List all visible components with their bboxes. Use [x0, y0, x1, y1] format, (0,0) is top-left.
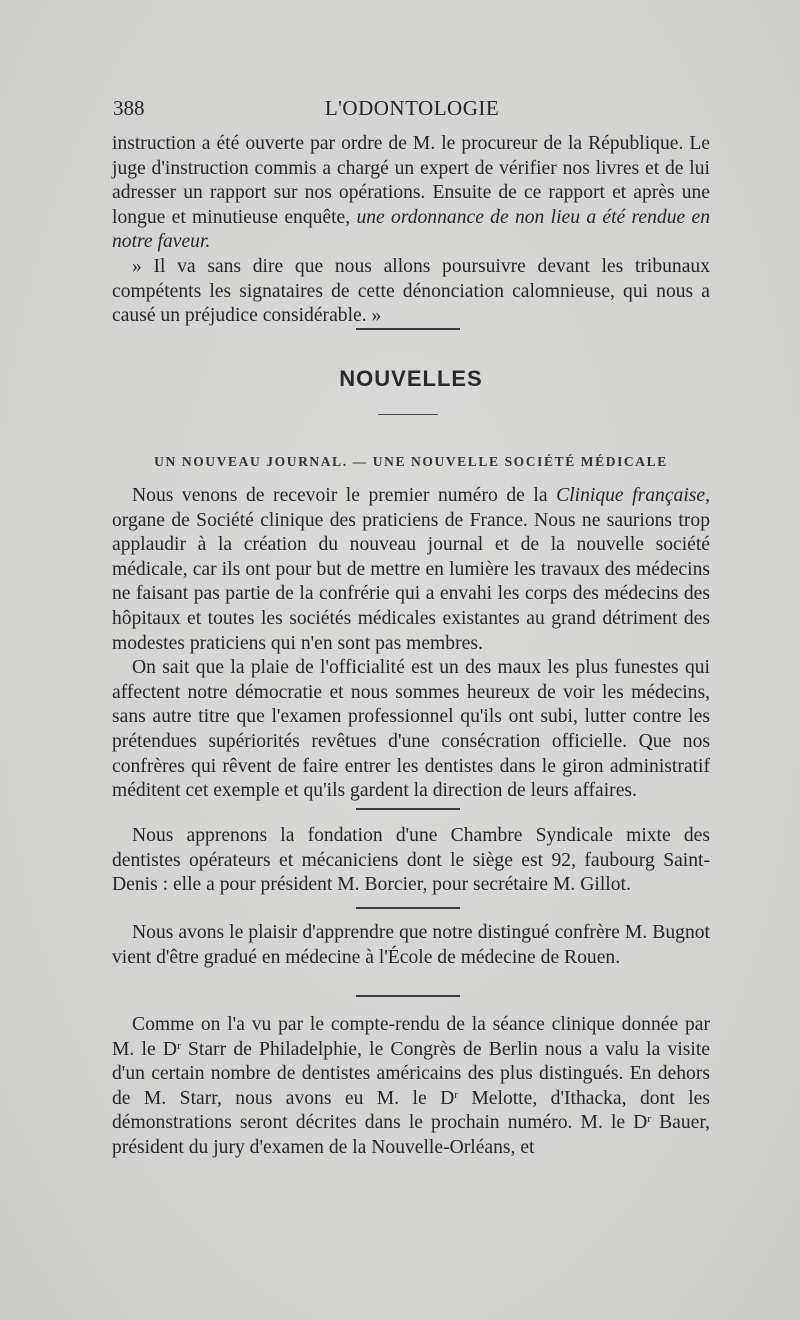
paragraph: Nous avons le plaisir d'apprendre que notre distingué confrère M. Bugnot vient d'être gradué en médecine à l'École de médecine de Rouen.	[112, 922, 710, 968]
paragraph: instruction a été ouverte par ordre de M. le procureur de la République. Le juge d'instruction commis a chargé un expert de vérifier nos livres et de lui adresser un rapport sur nos opérations. Ensuite de ce rapport et après une longue et minutieuse enquête, une ordonnance de non lieu a été rendue en notre faveur.	[112, 133, 710, 253]
article-journal	[112, 484, 710, 804]
continuation-block	[112, 132, 710, 329]
paragraph: » Il va sans dire que nous allons poursuivre devant les tribunaux compétents les signataires de cette dénonciation calomnieuse, qui nous a causé un préjudice considérable. »	[112, 255, 710, 327]
paragraph: Comme on l'a vu par le compte-rendu de la séance clinique donnée par M. le $D^r$ Starr de Philadelphie, le Congrès de Berlin nous a valu la visite d'un certain nombre de dentistes américains des plus distingués. En dehors de M. Starr, nous avons eu M. le $D^r$ Melotte, d'Ithacka, dont les démonstrations seront décrites dans le prochain numéro. M. le $D^r$ Bauer, président du jury d'examen de la Nouvelle-Orléans, et	[112, 1014, 711, 1158]
separator-rule	[356, 328, 460, 330]
page-number: 388	[113, 96, 145, 120]
separator-rule	[356, 907, 460, 909]
article-chambre-syndicale	[112, 824, 710, 898]
paragraph: Nous apprenons la fondation d'une Chambre Syndicale mixte des dentistes opérateurs et mécaniciens dont le siège est 92, faubourg Saint-Denis : elle a pour président M. Borcier, pour secrétaire M. Gillot.	[112, 825, 710, 896]
paragraph: Nous venons de recevoir le premier numéro de la Clinique française, organe de Société clinique des praticiens de France. Nous ne saurions trop applaudir à la création du nouveau journal et de la nouvelle société médicale, car ils ont pour but de mettre en lumière les travaux des médecins ne faisant pas partie de la confrérie qui a envahi les corps des médecins des hôpitaux et toutes les sociétés médicales existantes au grand détriment des modestes praticiens qui n'en sont pas membres.	[112, 485, 710, 654]
page-header	[113, 96, 711, 124]
separator-rule	[378, 414, 438, 415]
paragraph: On sait que la plaie de l'officialité est un des maux les plus funestes qui affectent notre démocratie et nous sommes heureux de voir les médecins, sans autre titre que l'examen professionnel qu'ils ont subi, lutter contre les prétendues supériorités revêtues d'une consécration officielle. Que nos confrères qui rêvent de faire entrer les dentistes dans le giron administratif méditent cet exemple et qu'ils gardent la direction de leurs affaires.	[112, 657, 710, 802]
article-congres-berlin	[112, 1013, 710, 1161]
separator-rule	[356, 995, 460, 997]
article-bugnot	[112, 921, 710, 970]
separator-rule	[356, 808, 460, 810]
section-title: NOUVELLES	[339, 366, 483, 391]
section-subtitle: UN NOUVEAU JOURNAL. — UNE NOUVELLE SOCIÉTÉ MÉDICALE	[154, 454, 668, 469]
running-title: L'ODONTOLOGIE	[324, 96, 500, 120]
